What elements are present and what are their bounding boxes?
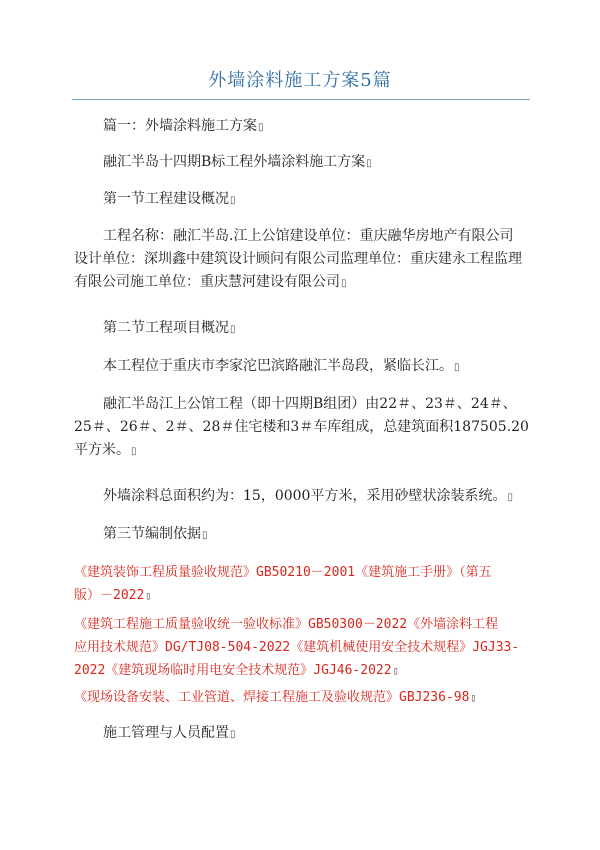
paragraph-line: 有限公司施工单位：重庆慧河建设有限公司 [74,274,340,290]
reference-line: 2022《建筑现场临时用电安全技术规范》JGJ46-2022 [74,663,392,678]
paragraph-mark-icon: ▯ [258,122,264,133]
paragraph-location [103,355,563,379]
section-two-heading [103,317,563,341]
paragraph-text: 融汇半岛十四期B标工程外墙涂料施工方案 [103,154,366,170]
paragraph-mark-icon: ▯ [454,362,460,373]
paragraph-mark-icon: ▯ [145,591,152,602]
paragraph-mark-icon: ▯ [202,530,208,541]
section-three-heading [103,523,563,547]
reference-line: 《建筑工程施工质量验收统一验收标准》GB50300－2022《外墙涂料工程 [74,617,499,632]
paragraph-mark-icon: ▯ [131,446,137,457]
paragraph-text: 本工程位于重庆市李家沱巴滨路融汇半岛段，紧临长江。 [103,358,453,374]
paragraph-project-units [74,225,534,295]
paragraph-chapter-one [103,115,563,139]
paragraph-text: 篇一：外墙涂料施工方案 [103,118,257,134]
reference-line: 《建筑装饰工程质量验收规范》GB50210－2001《建筑施工手册》（第五 [74,565,492,580]
paragraph-text: 第一节工程建设概况 [103,191,229,207]
paragraph-mark-icon: ▯ [230,324,236,335]
paragraph-line: 融汇半岛江上公馆工程（即十四期B组团）由22＃、23＃、24＃、 [103,396,517,412]
paragraph-mark-icon: ▯ [470,693,477,704]
paragraph-line: 工程名称：融汇半岛.江上公馆建设单位：重庆融华房地产有限公司 [103,228,514,244]
reference-group-2 [74,613,534,683]
reference-group-3 [74,686,534,710]
paragraph-mark-icon: ▯ [366,158,372,169]
paragraph-line: 25＃、26＃、2＃、28＃住宅楼和3＃车库组成，总建筑面积187505.20 [74,419,529,435]
paragraph-text: 第二节工程项目概况 [103,320,229,336]
paragraph-project-heading [103,151,563,175]
paragraph-text: 第三节编制依据 [103,526,201,542]
paragraph-mark-icon: ▯ [507,492,513,503]
section-one-heading [103,188,563,212]
paragraph-building-composition [74,393,534,463]
paragraph-mark-icon: ▯ [230,195,236,206]
reference-line: 《现场设备安装、工业管道、焊接工程施工及验收规范》GBJ236-98 [74,690,470,705]
paragraph-text: 施工管理与人员配置 [103,725,229,741]
title-divider [72,99,530,100]
paragraph-coating-area [103,485,563,509]
reference-line: 版）－2022 [74,588,145,603]
paragraph-mark-icon: ▯ [341,278,347,289]
paragraph-mark-icon: ▯ [392,666,399,677]
paragraph-line: 设计单位：深圳鑫中建筑设计顾问有限公司监理单位：重庆建永工程监理 [74,251,522,267]
paragraph-management-heading [103,722,563,746]
reference-group-1 [74,561,534,608]
document-title: 外墙涂料施工方案5篇 [208,70,392,91]
paragraph-mark-icon: ▯ [230,729,236,740]
reference-line: 应用技术规范》DG/TJ08-504-2022《建筑机械使用安全技术规程》JGJ33- [74,640,520,655]
paragraph-text: 外墙涂料总面积约为：15，0000平方米，采用砂壁状涂装系统。 [103,488,507,504]
paragraph-line: 平方米。 [74,442,130,458]
